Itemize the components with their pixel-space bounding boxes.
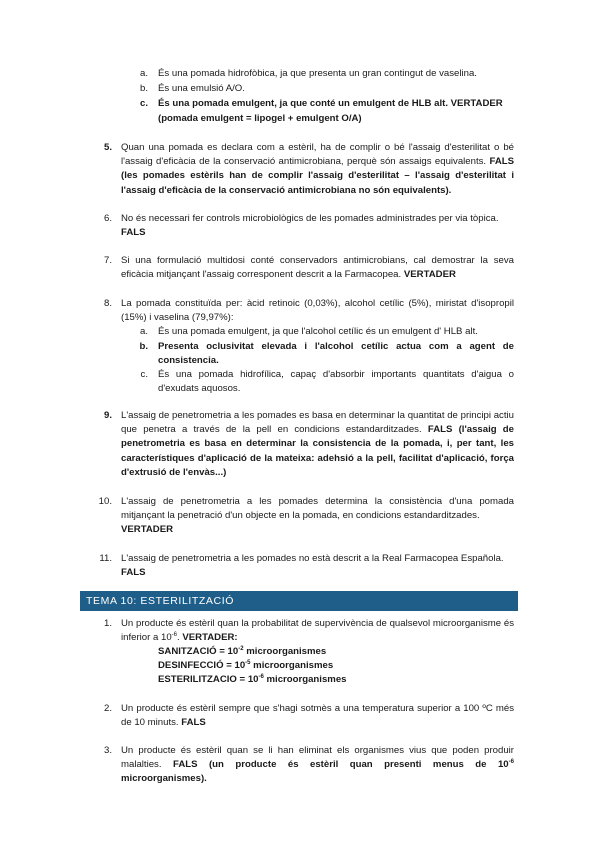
question-text: Un producte és estèril quan se li han eliminat els organismes vius que poden produir malalties. FALS (un producte és estèril quan presenti menus de $10^{-6}$ microorganismes). xyxy=(121,745,514,785)
answer: VERTADER xyxy=(403,269,456,281)
answer: FALS (l'assaig de penetrometria es basa en determinar la consistencia de la pomada, i, per tant, les característiques d'aplicació de la mateixa: adehsió a la pell, facilitat d'aplicació, força d'extrusió de l'envàs...) xyxy=(121,424,515,478)
q8-option-c: És una pomada hidrofílica, capaç d'absorbir importants quantitats d'aigua o d'exudats aquosos. xyxy=(158,369,514,395)
question-text: L'assaig de penetrometria a les pomades es basa en determinar la quantitat de principi actiu que penetra a través de la pell en condicions estandarditzades. FALS (l'assaig de penetrometria es basa en determinar la consistencia de la pomada, i, per tant, les característiques d'aplicació de la mateixa: adehsió a la pell, facilitat d'aplicació, força d'extrusió de l'envàs...) xyxy=(121,410,515,478)
question-text: L'assaig de penetrometria a les pomades determina la consistència d'una pomada mitjançant la penetració d'un objecte en la pomada, en condicions estandarditzades. VERTADER xyxy=(121,496,514,536)
q4-option-c-note: (pomada emulgent = lipogel + emulgent O/A) xyxy=(158,113,362,124)
answer: FALS (un producte és estèril quan presenti menus de $10^{-6}$ microorganismes). xyxy=(121,759,514,785)
q4-option-b: És una emulsió A/O. xyxy=(158,83,245,94)
question-text: No és necessari fer controls microbiològics de les pomades administrades per via tòpica. FALS xyxy=(121,213,499,239)
question-text: La pomada constituïda per: àcid retinoic (0,03%), alcohol cetílic (5%), miristat d'isopropil (15%) i vaselina (79,97%): xyxy=(121,298,514,324)
answer: FALS xyxy=(121,227,146,239)
question-text: Si una formulació multidosi conté conservadors antimicrobians, cal demostrar la seva eficàcia mitjançant l'assaig corresponent descrit a la Farmacopea. VERTADER xyxy=(121,255,514,281)
question-number: 5. xyxy=(103,142,112,153)
option-letter: a. xyxy=(139,68,148,79)
answer: FALS (les pomades estèrils han de complir l'assaig d'esterilitat – l'assaig d'esterilitat i l'assaig d'eficàcia de la conservació antimicrobiana no són equivalents). xyxy=(121,156,515,196)
answer: FALS xyxy=(181,717,206,729)
formula-esterilitzacio: ESTERILITZACIO = $10^{-6}$ microorganismes xyxy=(158,674,347,685)
answer: VERTADER: xyxy=(182,632,238,644)
question-text: Un producte és estèril sempre que s'hagi sotmès a una temperatura superior a 100 ºC més de 10 minuts. FALS xyxy=(121,703,514,729)
question-text: Quan una pomada es declara com a estèril, ha de complir o bé l'assaig d'esterilitat o bé l'assaig d'eficàcia de la conservació antimicrobiana, perquè són assaigs equivalents. FALS (les pomades estèrils han de complir l'assaig d'esterilitat – l'assaig d'esterilitat i l'assaig d'eficàcia de la conservació antimicrobiana no són equivalents). xyxy=(121,142,515,196)
question-number: 3. xyxy=(103,745,112,756)
formula-desinfeccio: DESINFECCIÓ = $10^{-5}$ microorganismes xyxy=(158,660,334,671)
q8-option-a: És una pomada emulgent, ja que l'alcohol cetílic és un emulgent d' HLB alt. xyxy=(158,326,478,337)
answer: FALS xyxy=(121,567,146,579)
option-letter: c. xyxy=(140,369,148,380)
question-number: 9. xyxy=(103,410,112,421)
answer: VERTADER xyxy=(121,524,174,536)
q4-option-a: És una pomada hidrofòbica, ja que presenta un gran contingut de vaselina. xyxy=(158,68,477,79)
question-text: L'assaig de penetrometria a les pomades no està descrit a la Real Farmacopea Española. FALS xyxy=(121,553,504,579)
question-number: 1. xyxy=(103,618,112,629)
option-letter: b. xyxy=(139,83,148,94)
formula-sanitzacio: SANITZACIÓ = $10^{-2}$ microorganismes xyxy=(158,646,327,657)
question-number: 10. xyxy=(98,496,112,507)
question-number: 7. xyxy=(103,255,112,266)
option-letter: c. xyxy=(139,98,148,109)
option-letter: b. xyxy=(139,341,148,352)
question-number: 8. xyxy=(103,298,112,309)
question-number: 6. xyxy=(103,213,112,224)
question-number: 2. xyxy=(103,703,112,714)
option-letter: a. xyxy=(139,326,148,337)
q8-option-b: Presenta oclusivitat elevada i l'alcohol cetílic actua com a agent de consistencia. xyxy=(158,341,514,367)
q4-option-c: És una pomada emulgent, ja que conté un emulgent de HLB alt. VERTADER xyxy=(158,98,503,109)
question-text: Un producte és estèril quan la probabilitat de supervivència de qualsevol microorganisme és inferior a $10^{-6}$. VERTADER: xyxy=(121,618,514,644)
section-heading: TEMA 10: ESTERILITZACIÓ xyxy=(80,591,518,611)
question-number: 11. xyxy=(99,553,112,564)
